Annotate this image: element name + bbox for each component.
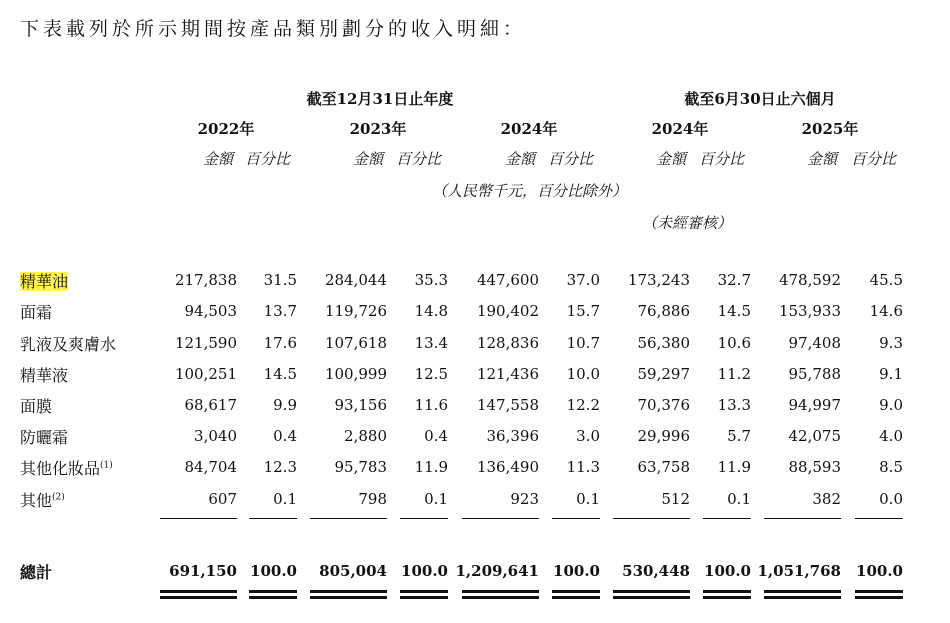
percent-cell: 12.5	[414, 365, 448, 383]
total-amount-cell: 1,051,768	[757, 562, 841, 580]
amount-cell: 284,044	[324, 271, 387, 289]
amount-cell: 100,999	[324, 365, 387, 383]
intro-text: 下表載列於所示期間按產品類別劃分的收入明細：	[20, 18, 527, 40]
amount-cell: 107,618	[324, 334, 387, 352]
percent-cell: 17.6	[263, 334, 297, 352]
row-label	[20, 488, 65, 511]
double-rule	[400, 590, 448, 593]
amount-cell: 382	[812, 490, 841, 508]
double-rule	[462, 596, 539, 599]
amount-subheader: 金額	[203, 150, 234, 168]
total-amount-cell: 530,448	[622, 562, 690, 580]
amount-cell: 512	[661, 490, 690, 508]
column-rule	[310, 518, 387, 519]
percent-cell: 14.5	[717, 302, 751, 320]
row-label	[20, 394, 52, 417]
year-header: 2023年	[349, 120, 407, 138]
percent-cell: 14.8	[414, 302, 448, 320]
row-label-text: 其他	[20, 491, 53, 510]
percent-cell: 13.7	[263, 302, 297, 320]
header-period-year: 截至12月31日止年度	[306, 90, 454, 108]
double-rule	[160, 590, 237, 593]
percent-cell: 10.6	[717, 334, 751, 352]
percent-subheader: 百分比	[396, 150, 442, 168]
double-rule	[249, 596, 297, 599]
percent-cell: 11.9	[717, 458, 751, 476]
percent-cell: 11.9	[414, 458, 448, 476]
total-percent-cell: 100.0	[856, 562, 903, 580]
amount-cell: 59,297	[637, 365, 690, 383]
double-rule	[310, 596, 387, 599]
percent-cell: 10.0	[566, 365, 600, 383]
percent-cell: 14.5	[263, 365, 297, 383]
amount-cell: 3,040	[194, 427, 237, 445]
unit-note: （人民幣千元，百分比除外）	[432, 182, 628, 200]
row-label-text: 面霜	[20, 303, 53, 322]
double-rule	[855, 596, 903, 599]
total-amount-cell: 1,209,641	[455, 562, 539, 580]
amount-subheader: 金額	[505, 150, 536, 168]
double-rule	[764, 590, 841, 593]
double-rule	[400, 596, 448, 599]
percent-subheader: 百分比	[699, 150, 745, 168]
year-header: 2024年	[651, 120, 709, 138]
row-label	[20, 456, 113, 479]
percent-subheader: 百分比	[245, 150, 291, 168]
row-label	[20, 300, 52, 323]
percent-cell: 9.3	[879, 334, 903, 352]
amount-cell: 56,380	[637, 334, 690, 352]
percent-cell: 37.0	[566, 271, 600, 289]
percent-cell: 3.0	[576, 427, 600, 445]
row-label-text: 面膜	[20, 397, 53, 416]
amount-cell: 97,408	[788, 334, 841, 352]
total-percent-cell: 100.0	[553, 562, 600, 580]
amount-cell: 95,788	[788, 365, 841, 383]
row-label	[20, 363, 68, 386]
column-rule	[462, 518, 539, 519]
percent-cell: 11.2	[717, 365, 751, 383]
total-amount-cell: 691,150	[169, 562, 237, 580]
percent-cell: 11.6	[414, 396, 448, 414]
total-percent-cell: 100.0	[250, 562, 297, 580]
percent-cell: 9.1	[879, 365, 903, 383]
percent-cell: 14.6	[869, 302, 903, 320]
double-rule	[703, 590, 751, 593]
amount-cell: 29,996	[637, 427, 690, 445]
amount-cell: 121,590	[174, 334, 237, 352]
amount-cell: 70,376	[637, 396, 690, 414]
amount-cell: 94,997	[788, 396, 841, 414]
double-rule	[249, 590, 297, 593]
row-label-text: 乳液及爽膚水	[20, 335, 117, 354]
percent-cell: 10.7	[566, 334, 600, 352]
amount-cell: 153,933	[778, 302, 841, 320]
column-rule	[160, 518, 237, 519]
percent-cell: 0.4	[424, 427, 448, 445]
double-rule	[462, 590, 539, 593]
amount-cell: 190,402	[476, 302, 539, 320]
header-period-half: 截至6月30日止六個月	[684, 90, 836, 108]
percent-cell: 0.1	[576, 490, 600, 508]
row-label-text: 防曬霜	[20, 428, 69, 447]
double-rule	[613, 590, 690, 593]
percent-cell: 15.7	[566, 302, 600, 320]
row-label-text: 精華油	[20, 272, 69, 291]
amount-cell: 121,436	[476, 365, 539, 383]
percent-cell: 0.1	[727, 490, 751, 508]
amount-cell: 2,880	[344, 427, 387, 445]
amount-cell: 94,503	[184, 302, 237, 320]
footnote-marker: (1)	[100, 460, 113, 471]
double-rule	[552, 590, 600, 593]
percent-cell: 13.4	[414, 334, 448, 352]
percent-cell: 0.1	[273, 490, 297, 508]
column-rule	[855, 518, 903, 519]
percent-cell: 13.3	[717, 396, 751, 414]
percent-cell: 12.2	[566, 396, 600, 414]
percent-subheader: 百分比	[851, 150, 897, 168]
amount-cell: 119,726	[324, 302, 387, 320]
amount-cell: 42,075	[788, 427, 841, 445]
double-rule	[703, 596, 751, 599]
double-rule	[855, 590, 903, 593]
amount-subheader: 金額	[807, 150, 838, 168]
percent-cell: 0.0	[879, 490, 903, 508]
total-percent-cell: 100.0	[704, 562, 751, 580]
footnote-marker: (2)	[52, 492, 65, 503]
column-rule	[249, 518, 297, 519]
year-header: 2022年	[197, 120, 255, 138]
row-label	[20, 332, 116, 355]
amount-cell: 36,396	[486, 427, 539, 445]
row-label	[20, 425, 68, 448]
amount-cell: 88,593	[788, 458, 841, 476]
column-rule	[613, 518, 690, 519]
amount-cell: 923	[510, 490, 539, 508]
row-label-text: 精華液	[20, 366, 69, 385]
percent-cell: 0.1	[424, 490, 448, 508]
double-rule	[552, 596, 600, 599]
amount-cell: 478,592	[778, 271, 841, 289]
amount-cell: 95,783	[334, 458, 387, 476]
percent-cell: 11.3	[566, 458, 600, 476]
year-header: 2024年	[500, 120, 558, 138]
total-label: 總計	[20, 563, 53, 582]
amount-cell: 447,600	[476, 271, 539, 289]
amount-cell: 136,490	[476, 458, 539, 476]
amount-subheader: 金額	[353, 150, 384, 168]
amount-cell: 217,838	[174, 271, 237, 289]
column-rule	[764, 518, 841, 519]
amount-cell: 93,156	[334, 396, 387, 414]
double-rule	[613, 596, 690, 599]
amount-subheader: 金額	[656, 150, 687, 168]
amount-cell: 147,558	[476, 396, 539, 414]
percent-cell: 0.4	[273, 427, 297, 445]
amount-cell: 798	[358, 490, 387, 508]
amount-cell: 76,886	[637, 302, 690, 320]
percent-cell: 12.3	[263, 458, 297, 476]
column-rule	[703, 518, 751, 519]
percent-subheader: 百分比	[548, 150, 594, 168]
row-label	[20, 269, 68, 292]
year-header: 2025年	[801, 120, 859, 138]
amount-cell: 84,704	[184, 458, 237, 476]
column-rule	[400, 518, 448, 519]
percent-cell: 45.5	[869, 271, 903, 289]
unaudited-note: （未經審核）	[642, 214, 733, 232]
amount-cell: 100,251	[174, 365, 237, 383]
percent-cell: 9.0	[879, 396, 903, 414]
amount-cell: 63,758	[637, 458, 690, 476]
percent-cell: 5.7	[727, 427, 751, 445]
percent-cell: 4.0	[879, 427, 903, 445]
percent-cell: 32.7	[717, 271, 751, 289]
total-amount-cell: 805,004	[319, 562, 387, 580]
double-rule	[160, 596, 237, 599]
row-label-text: 其他化妝品	[20, 459, 101, 478]
amount-cell: 128,836	[476, 334, 539, 352]
column-rule	[552, 518, 600, 519]
percent-cell: 31.5	[263, 271, 297, 289]
total-percent-cell: 100.0	[401, 562, 448, 580]
amount-cell: 173,243	[627, 271, 690, 289]
percent-cell: 9.9	[273, 396, 297, 414]
amount-cell: 68,617	[184, 396, 237, 414]
percent-cell: 35.3	[414, 271, 448, 289]
percent-cell: 8.5	[879, 458, 903, 476]
double-rule	[764, 596, 841, 599]
double-rule	[310, 590, 387, 593]
amount-cell: 607	[208, 490, 237, 508]
